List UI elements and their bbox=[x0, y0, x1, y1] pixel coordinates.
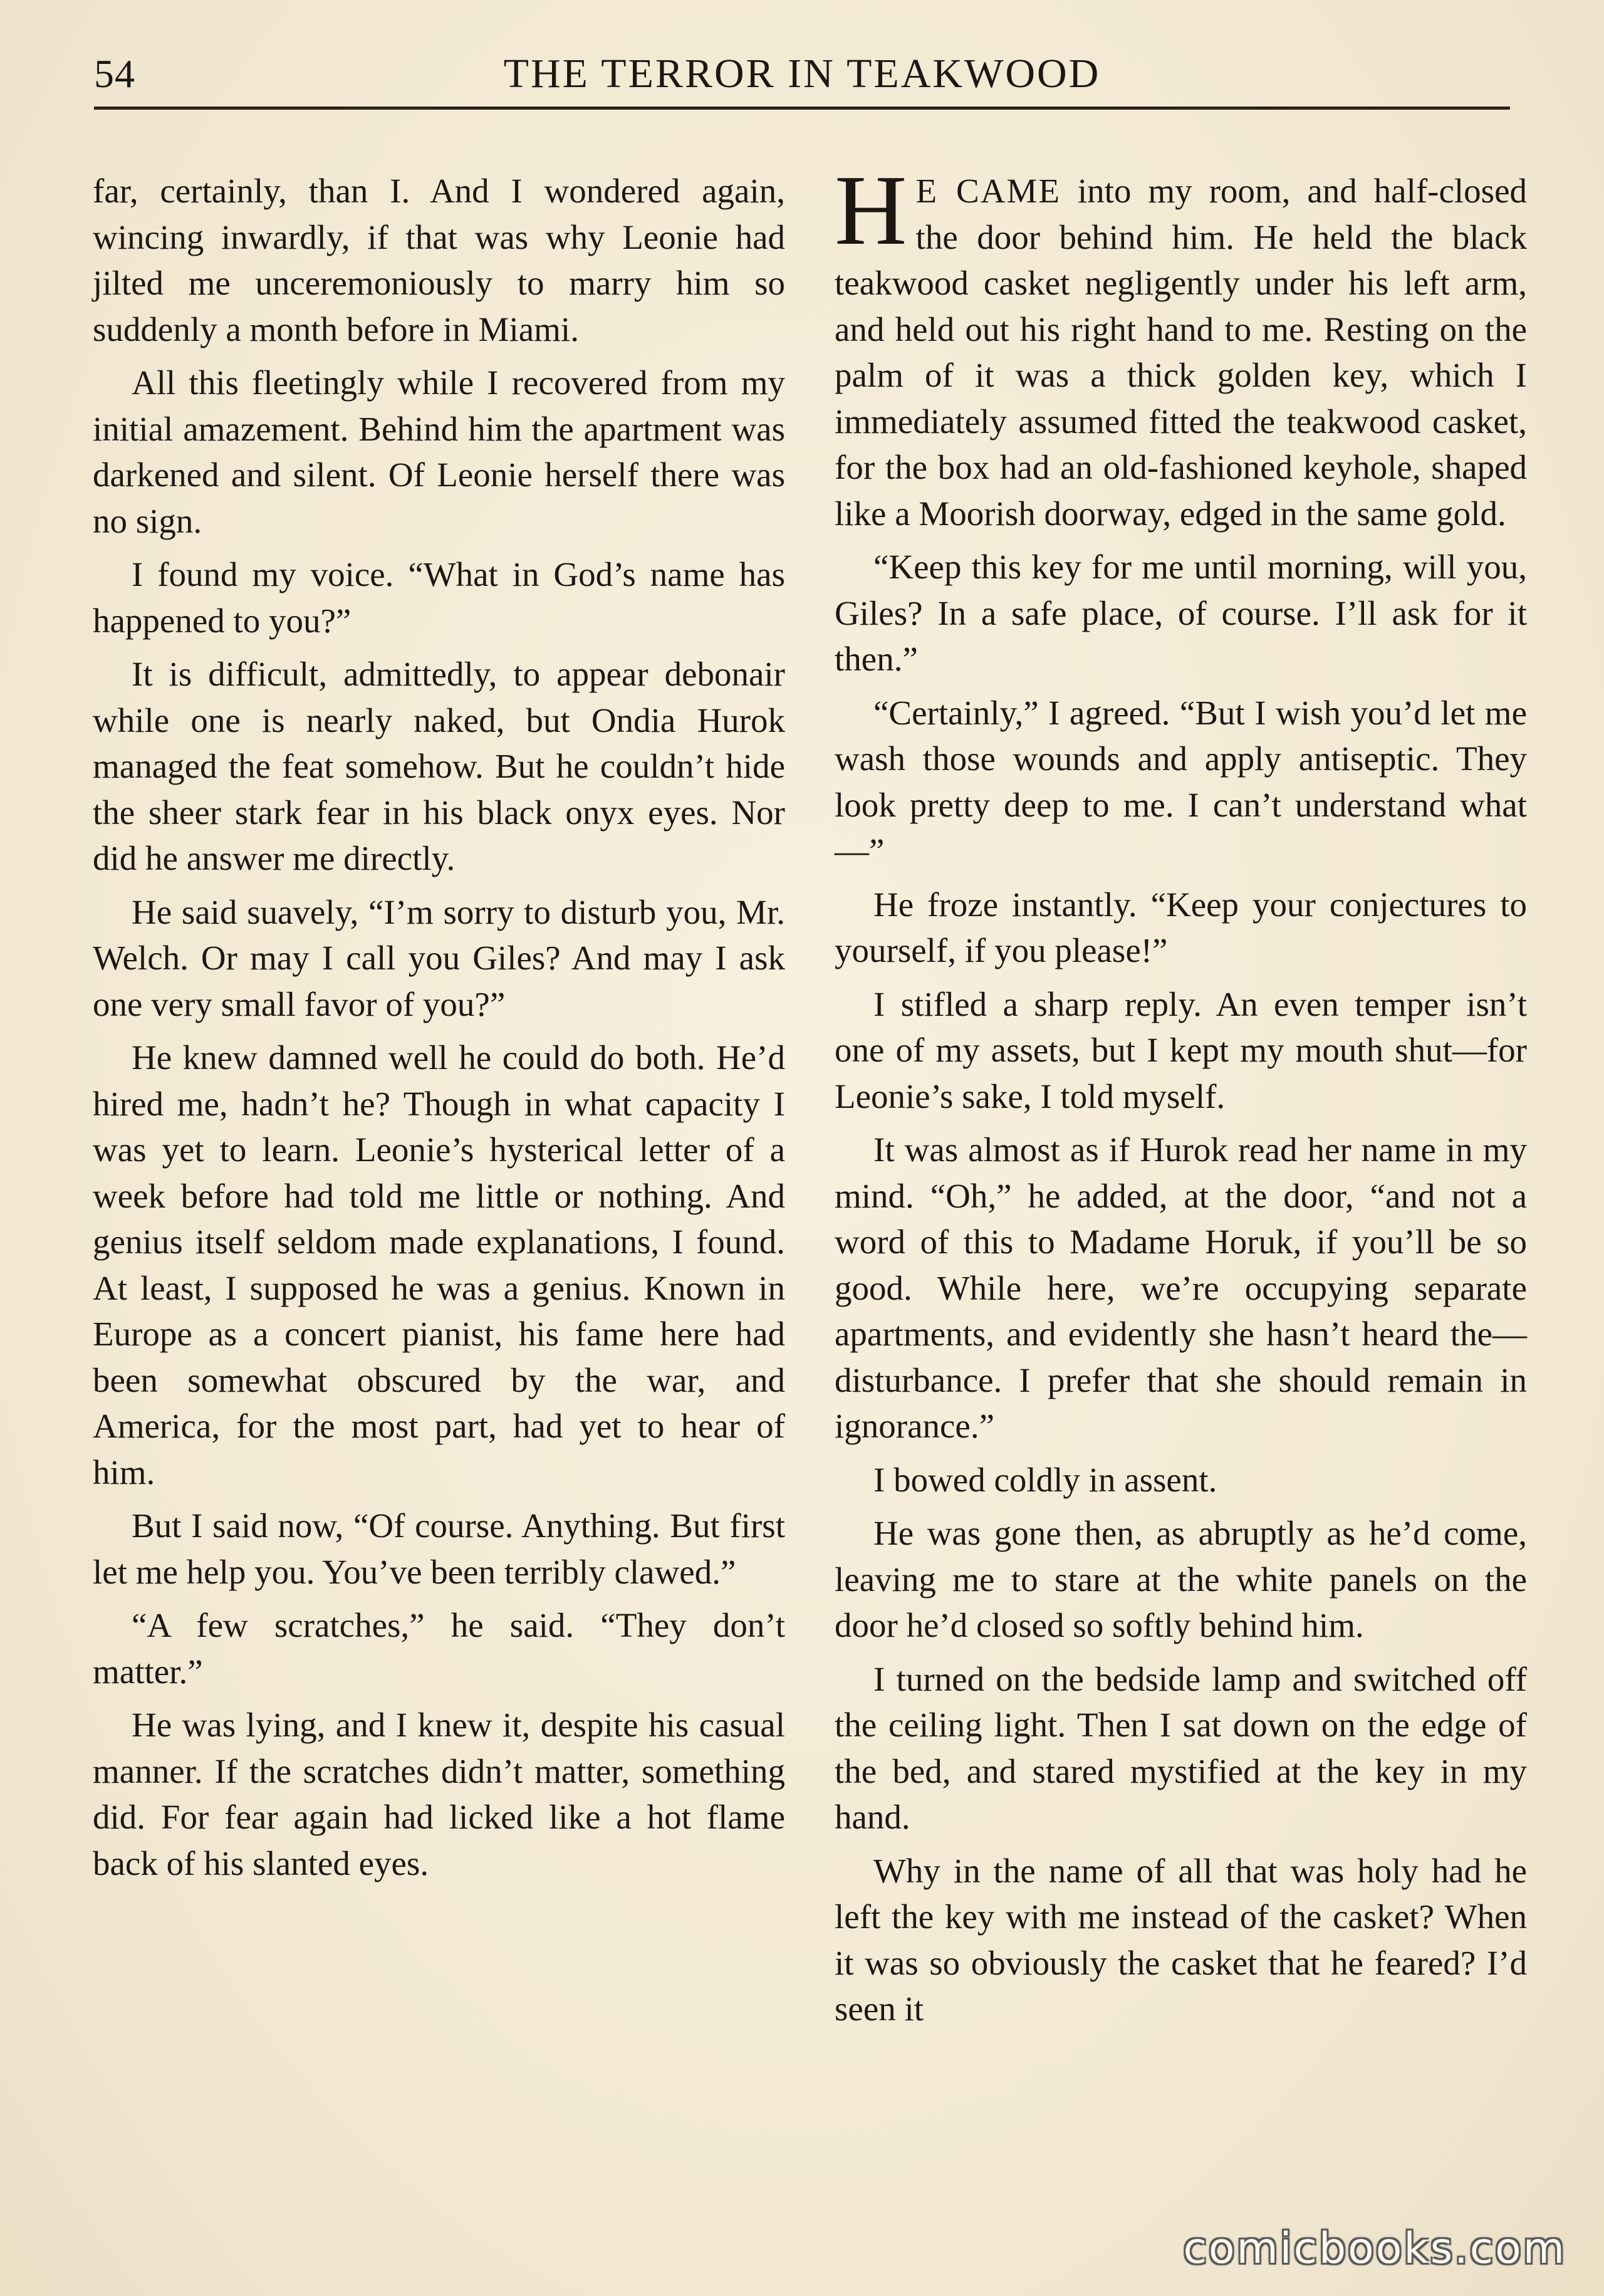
opening-paragraph bbox=[835, 154, 1527, 536]
paragraph: It is difficult, admittedly, to appear debonair while one is nearly naked, but Ondia Hurok managed the feat somehow. But he couldn’t hide the sheer stark fear in his black onyx eyes. Nor did he answer me directly. bbox=[93, 655, 785, 877]
running-title: THE TERROR IN TEAKWOOD bbox=[503, 51, 1101, 97]
opening-smallcaps: E CAME bbox=[915, 172, 1061, 210]
paragraph: I stifled a sharp reply. An even temper isn’t one of my assets, but I kept my mouth shut—for Leonie’s sake, I told myself. bbox=[835, 984, 1527, 1115]
paragraph: “Keep this key for me until morning, will you, Giles? In a safe place, of course. I’ll ask for it then.” bbox=[835, 548, 1527, 678]
paragraph: I bowed coldly in assent. bbox=[873, 1460, 1217, 1499]
paragraph: He was lying, and I knew it, despite his casual manner. If the scratches didn’t matter, something did. For fear again had licked like a hot flame back of his slanted eyes. bbox=[93, 1706, 785, 1882]
paragraph: “Certainly,” I agreed. “But I wish you’d let me wash those wounds and apply antiseptic. They look pretty deep to me. I can’t understand what—” bbox=[835, 693, 1527, 870]
right-column bbox=[835, 154, 1527, 2040]
paragraph: “A few scratches,” he said. “They don’t matter.” bbox=[93, 1606, 785, 1691]
watermark: comicbooks.com bbox=[1183, 2224, 1566, 2273]
paragraph: far, certainly, than I. And I wondered again, wincing inwardly, if that was why Leonie had jilted me unceremoniously to marry him so suddenly a month before in Miami. bbox=[93, 172, 785, 348]
page-header bbox=[94, 44, 1510, 113]
left-column bbox=[93, 168, 785, 1894]
header-rule bbox=[94, 107, 1510, 110]
paragraph: I found my voice. “What in God’s name has happened to you?” bbox=[93, 555, 785, 640]
paragraph: It was almost as if Hurok read her name in my mind. “Oh,” he added, at the door, “and not a word of this to Madame Horuk, if you’ll be so good. While here, we’re occupying separate apartments, and evidently she hasn’t heard the—disturbance. I prefer that she should remain in ignorance.” bbox=[835, 1130, 1527, 1445]
page-number: 54 bbox=[94, 51, 135, 96]
paragraph: Why in the name of all that was holy had he left the key with me instead of the casket? When it was so obviously the casket that he feared? I’d seen it bbox=[835, 1851, 1527, 2028]
paragraph: All this fleetingly while I recovered from my initial amazement. Behind him the apartment was darkened and silent. Of Leonie herself there was no sign. bbox=[93, 363, 785, 540]
paragraph: He was gone then, as abruptly as he’d come, leaving me to stare at the white panels on the door he’d closed so softly behind him. bbox=[835, 1514, 1527, 1644]
paragraph: He froze instantly. “Keep your conjectures to yourself, if you please!” bbox=[835, 885, 1527, 969]
drop-cap: H bbox=[835, 154, 907, 266]
paragraph: I turned on the bedside lamp and switched off the ceiling light. Then I sat down on the edge of the bed, and stared mystified at the key in my hand. bbox=[835, 1659, 1527, 1836]
opening-text: into my room, and half-closed the door behind him. He held the black teakwood casket negligently under his left arm, and held out his right hand to me. Resting on the palm of it was a thick golden key, which I immediately assumed fitted the teakwood casket, for the box had an old-fashioned keyhole, shaped like a Moorish doorway, edged in the same gold. bbox=[835, 172, 1527, 533]
paragraph: He knew damned well he could do both. He’d hired me, hadn’t he? Though in what capacity I was yet to learn. Leonie’s hysterical letter of a week before had told me little or nothing. And genius itself seldom made explanations, I found. At least, I supposed he was a genius. Known in Europe as a concert pianist, his fame here had been somewhat obscured by the war, and America, for the most part, had yet to hear of him. bbox=[93, 1038, 785, 1491]
paragraph: But I said now, “Of course. Anything. But first let me help you. You’ve been terribly clawed.” bbox=[93, 1506, 785, 1591]
paragraph: He said suavely, “I’m sorry to disturb you, Mr. Welch. Or may I call you Giles? And may I ask one very small favor of you?” bbox=[93, 892, 785, 1023]
